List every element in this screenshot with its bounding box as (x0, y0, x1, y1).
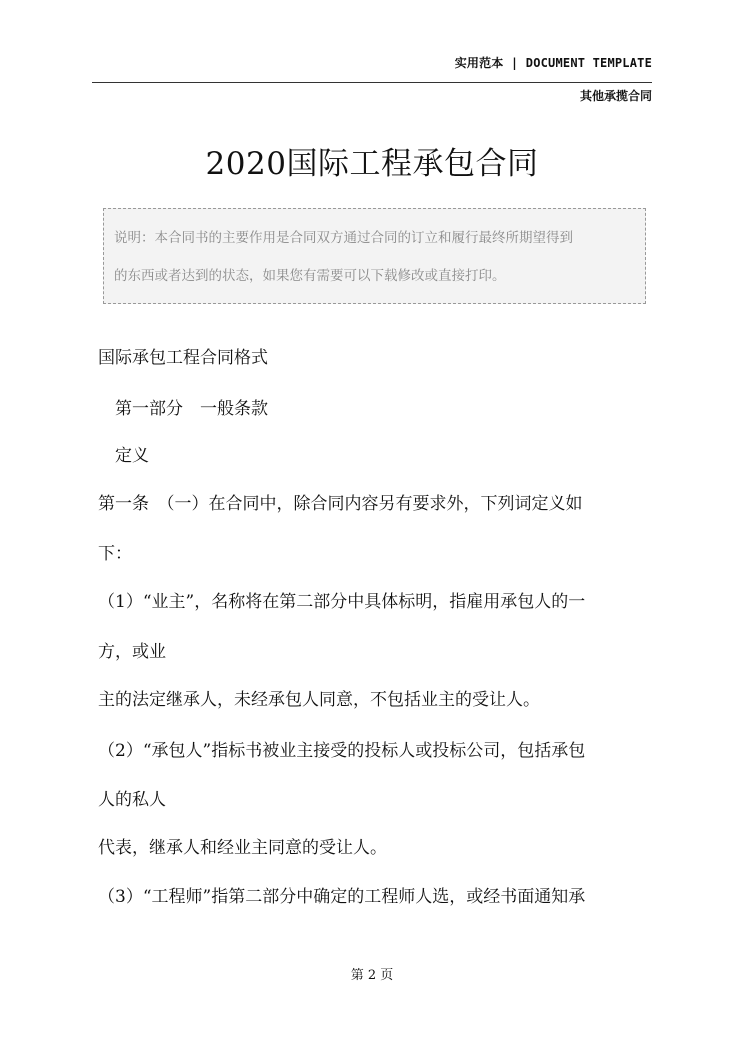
note-line-1: 说明：本合同书的主要作用是合同双方通过合同的订立和履行最终所期望得到 (114, 230, 573, 246)
body-line-3: 定义 (98, 446, 149, 466)
body-line-2: 第一部分 一般条款 (98, 399, 268, 419)
body-line-8: 主的法定继承人，未经承包人同意，不包括业主的受让人。 (98, 690, 540, 710)
page-number: 第 2 页 (350, 968, 394, 983)
body-line-7: 方，或业 (98, 642, 166, 662)
body-line-12: （3）“工程师”指第二部分中确定的工程师人选，或经书面通知承 (98, 887, 586, 907)
note-box (103, 208, 646, 304)
header-divider (92, 82, 652, 83)
body-line-5: 下： (98, 544, 132, 564)
note-line-2: 的东西或者达到的状态，如果您有需要可以下载修改或直接打印。 (114, 268, 506, 284)
header-template-label: 实用范本 | DOCUMENT TEMPLATE (454, 56, 652, 70)
body-line-1: 国际承包工程合同格式 (98, 348, 268, 368)
body-line-4: 第一条 （一）在合同中，除合同内容另有要求外，下列词定义如 (98, 494, 583, 514)
body-line-10: 人的私人 (98, 790, 166, 810)
body-line-9: （2）“承包人”指标书被业主接受的投标人或投标公司，包括承包 (98, 741, 586, 761)
body-line-6: （1）“业主”，名称将在第二部分中具体标明，指雇用承包人的一 (98, 592, 586, 612)
header-category-label: 其他承揽合同 (579, 89, 652, 103)
document-title: 2020国际工程承包合同 (205, 146, 539, 182)
body-line-11: 代表，继承人和经业主同意的受让人。 (98, 838, 387, 858)
